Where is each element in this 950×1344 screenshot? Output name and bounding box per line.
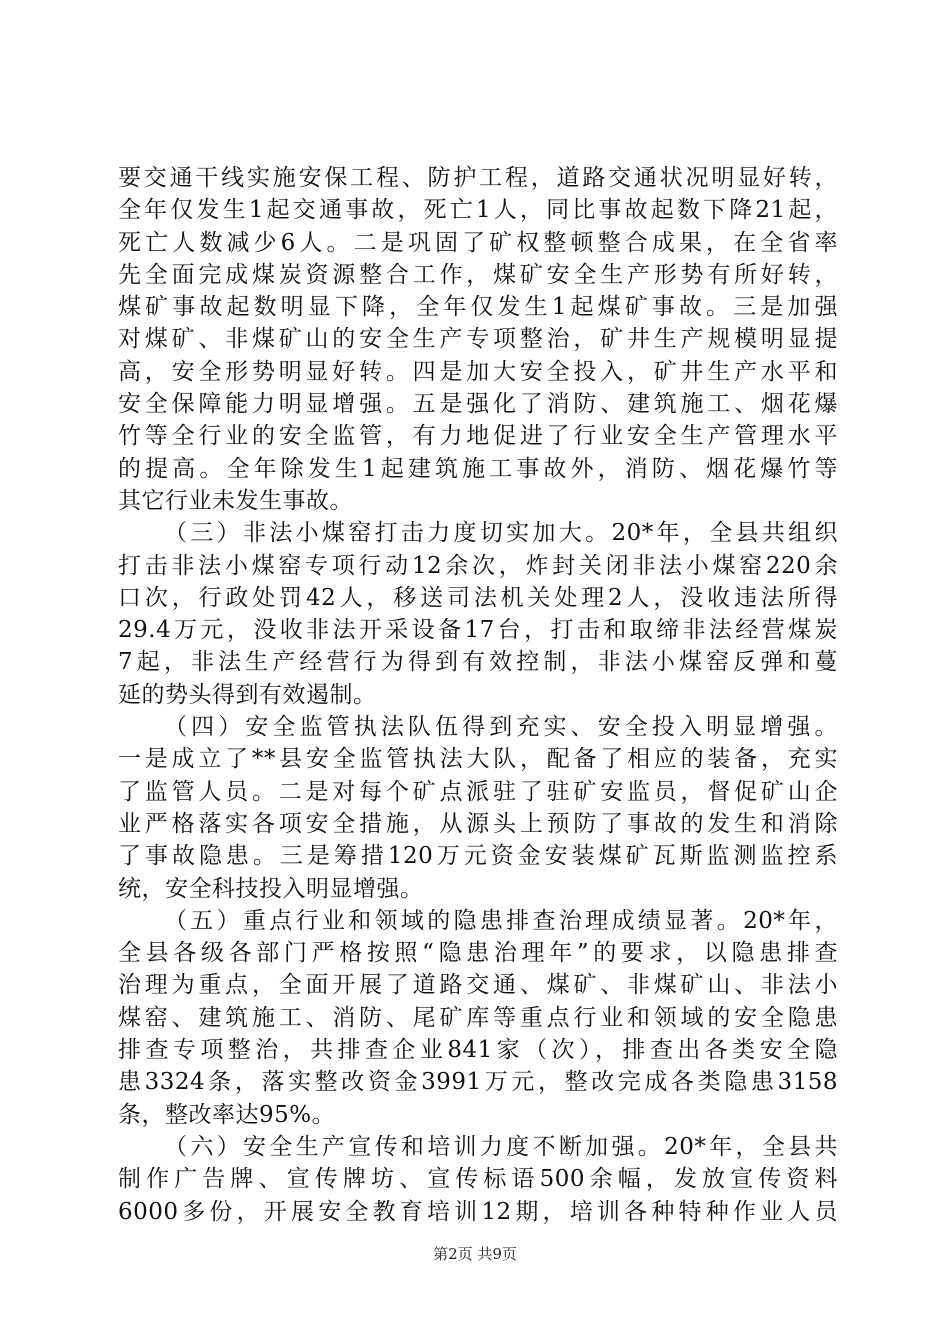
text-line: 全县各级各部门严格按照“隐患治理年”的要求，以隐患排查 bbox=[118, 940, 838, 967]
text-line: 业严格落实各项安全措施，从源头上预防了事故的发生和消除 bbox=[118, 810, 838, 837]
text-line: 的提高。全年除发生1起建筑施工事故外，消防、烟花爆竹等 bbox=[118, 455, 838, 482]
text-line: 全年仅发生1起交通事故，死亡1人，同比事故起数下降21起， bbox=[118, 197, 838, 224]
text-line: 先全面完成煤炭资源整合工作，煤矿安全生产形势有所好转， bbox=[118, 261, 838, 288]
paragraph-first-line: （三）非法小煤窑打击力度切实加大。20*年，全县共组织 bbox=[164, 520, 838, 547]
text-line: 死亡人数减少6人。二是巩固了矿权整顿整合成果，在全省率 bbox=[118, 229, 838, 256]
text-line: 一是成立了**县安全监管执法大队，配备了相应的装备，充实 bbox=[118, 746, 838, 773]
document-body bbox=[118, 162, 838, 1228]
text-line: 了监管人员。二是对每个矿点派驻了驻矿安监员，督促矿山企 bbox=[118, 778, 838, 805]
text-line: 延的势头得到有效遏制。 bbox=[118, 681, 377, 708]
text-line: 安全保障能力明显增强。五是强化了消防、建筑施工、烟花爆 bbox=[118, 391, 838, 418]
text-line: 要交通干线实施安保工程、防护工程，道路交通状况明显好转， bbox=[118, 165, 838, 191]
paragraph-first-line: （五）重点行业和领域的隐患排查治理成绩显著。20*年， bbox=[164, 907, 838, 934]
text-line: 统，安全科技投入明显增强。 bbox=[118, 875, 424, 902]
text-line: 口次，行政处罚42人，移送司法机关处理2人，没收违法所得 bbox=[118, 584, 838, 611]
page-footer: 第2页 共9页 bbox=[433, 1245, 517, 1263]
text-line: 条，整改率达95%。 bbox=[118, 1101, 336, 1128]
text-line: 打击非法小煤窑专项行动12余次，炸封关闭非法小煤窑220余 bbox=[118, 552, 838, 579]
text-line: 制作广告牌、宣传牌坊、宣传标语500余幅，发放宣传资料 bbox=[118, 1166, 838, 1193]
text-line: 7起，非法生产经营行为得到有效控制，非法小煤窑反弹和蔓 bbox=[118, 649, 838, 676]
text-line: 对煤矿、非煤矿山的安全生产专项整治，矿井生产规模明显提 bbox=[118, 326, 838, 353]
paragraph-first-line: （四）安全监管执法队伍得到充实、安全投入明显增强。 bbox=[164, 714, 838, 741]
text-line: 其它行业未发生事故。 bbox=[118, 487, 353, 514]
text-line: 煤窑、建筑施工、消防、尾矿库等重点行业和领域的安全隐患 bbox=[118, 1004, 838, 1031]
text-line: 了事故隐患。三是筹措120万元资金安装煤矿瓦斯监测监控系 bbox=[118, 843, 838, 870]
text-line: 治理为重点，全面开展了道路交通、煤矿、非煤矿山、非法小 bbox=[118, 972, 838, 999]
text-line: 29.4万元，没收非法开采设备17台，打击和取缔非法经营煤炭 bbox=[118, 617, 838, 644]
text-line: 排查专项整治，共排查企业841家（次），排查出各类安全隐 bbox=[118, 1037, 838, 1064]
text-line: 6000多份，开展安全教育培训12期，培训各种特种作业人员 bbox=[118, 1198, 838, 1225]
text-line: 竹等全行业的安全监管，有力地促进了行业安全生产管理水平 bbox=[118, 423, 838, 450]
text-line: 患3324条，落实整改资金3991万元，整改完成各类隐患3158 bbox=[118, 1069, 838, 1096]
text-line: 高，安全形势明显好转。四是加大安全投入，矿井生产水平和 bbox=[118, 358, 838, 385]
paragraph-first-line: （六）安全生产宣传和培训力度不断加强。20*年，全县共 bbox=[164, 1133, 838, 1160]
text-line: 煤矿事故起数明显下降，全年仅发生1起煤矿事故。三是加强 bbox=[118, 294, 838, 321]
